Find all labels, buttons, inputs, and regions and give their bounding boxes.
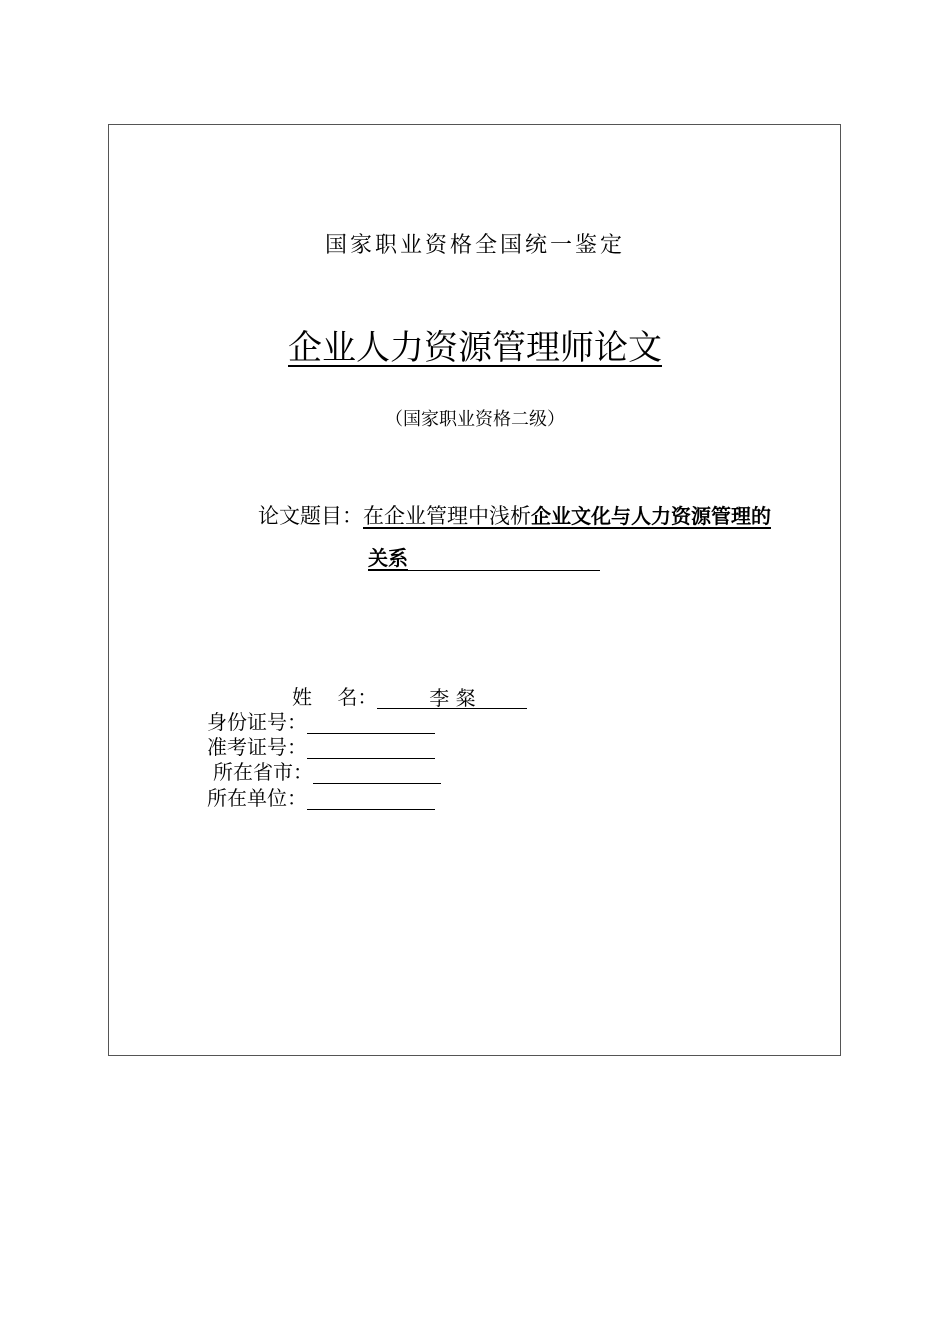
name-value: 李 粲 bbox=[377, 686, 527, 709]
thesis-topic-line2 bbox=[368, 545, 600, 571]
appraisal-header: 国家职业资格全国统一鉴定 bbox=[324, 233, 625, 258]
organization-input[interactable] bbox=[307, 787, 435, 810]
province-city-label: 所在省市： bbox=[213, 760, 313, 784]
province-city-input[interactable] bbox=[313, 761, 441, 784]
id-number-field bbox=[207, 710, 435, 734]
topic-text-line2: 关系 bbox=[368, 546, 408, 570]
topic-text-normal: 在企业管理中浅析 bbox=[363, 504, 531, 528]
id-number-input[interactable] bbox=[307, 711, 435, 734]
exam-number-input[interactable] bbox=[307, 736, 435, 759]
topic-underline-blank bbox=[408, 548, 600, 571]
organization-label: 所在单位： bbox=[207, 786, 307, 810]
organization-field bbox=[207, 786, 435, 810]
id-number-label: 身份证号： bbox=[207, 710, 307, 734]
exam-number-field bbox=[207, 735, 435, 759]
qualification-level: （国家职业资格二级） bbox=[385, 409, 565, 430]
topic-label: 论文题目： bbox=[258, 504, 363, 528]
page-title bbox=[0, 320, 950, 369]
name-field bbox=[292, 685, 527, 709]
name-label: 姓 名： bbox=[292, 685, 378, 709]
province-city-field bbox=[213, 760, 441, 784]
exam-number-label: 准考证号： bbox=[207, 735, 307, 759]
cover-frame bbox=[108, 124, 841, 1056]
topic-text-bold: 企业文化与人力资源管理的 bbox=[531, 504, 771, 528]
thesis-topic bbox=[258, 503, 771, 529]
page-title-text: 企业人力资源管理师论文 bbox=[288, 328, 662, 368]
